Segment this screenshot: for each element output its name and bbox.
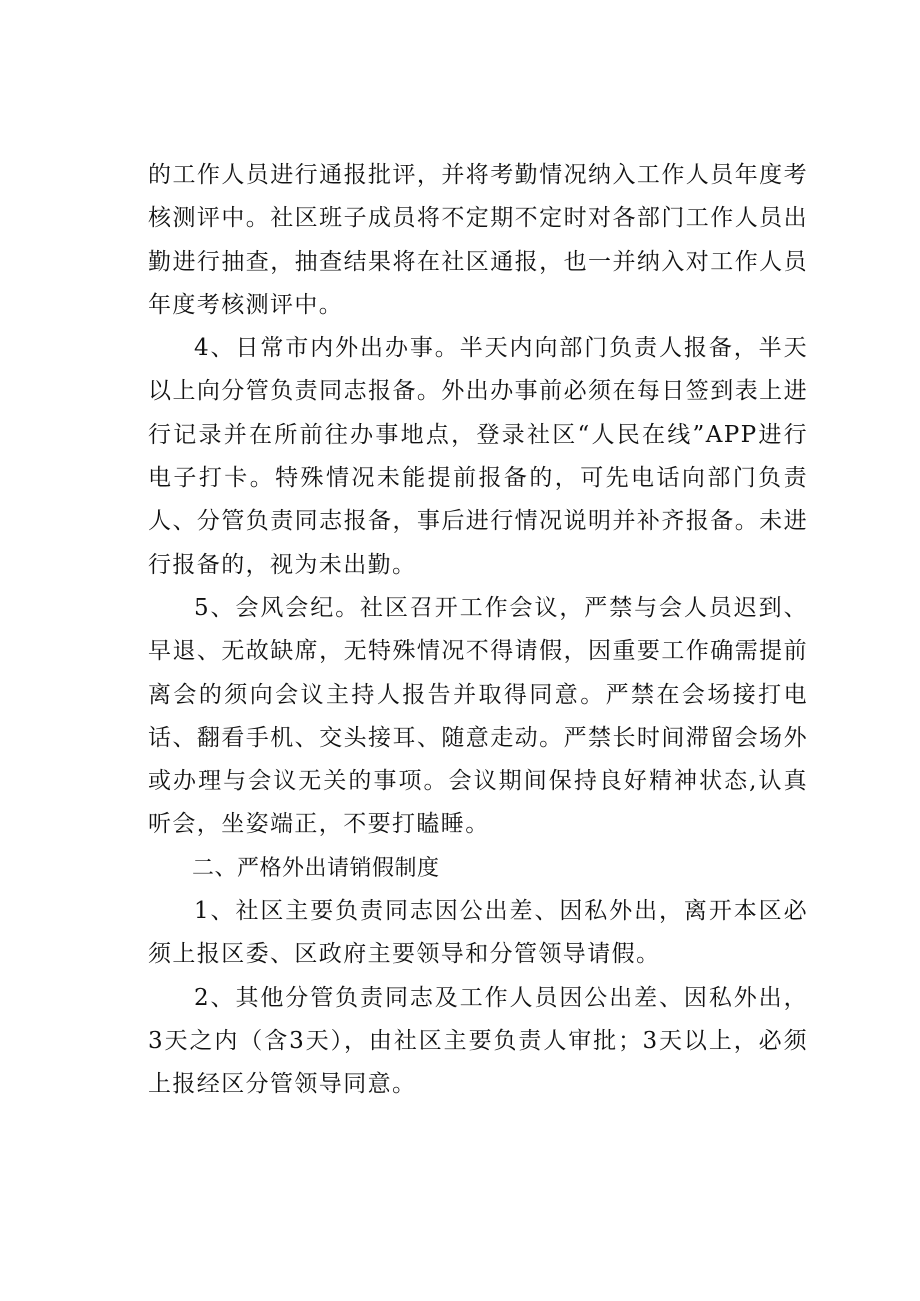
paragraph-item-5-meeting-discipline: 5、会风会纪。社区召开工作会议，严禁与会人员迟到、早退、无故缺席，无特殊情况不得请假，因重要工作确需提前离会的须向会议主持人报告并取得同意。严禁在会场接打电话、翻看手机、交头接耳、随意走动。严禁长时间滞留会场外或办理与会议无关的事项。会议期间保持良好精神状态,认真听会，坐姿端正，不要打瞌睡。 (148, 594, 808, 838)
paragraph-item-4-daily-outing: 4、日常市内外出办事。半天内向部门负责人报备，半天以上向分管负责同志报备。外出办事前必须在每日签到表上进行记录并在所前往办事地点，登录社区“人民在线”APP进行电子打卡。特殊情况未能提前报备的，可先电话向部门负责人、分管负责同志报备，事后进行情况说明并补齐报备。未进行报备的，视为未出勤。 (148, 335, 808, 578)
section-heading-leave-system: 二、严格外出请销假制度 (192, 855, 440, 881)
document-body (148, 154, 808, 1107)
paragraph-item-1-leader-leave: 1、社区主要负责同志因公出差、因私外出，离开本区必须上报区委、区政府主要领导和分管领导请假。 (148, 898, 808, 968)
paragraph-item-2-staff-leave: 2、其他分管负责同志及工作人员因公出差、因私外出，3天之内（含3天），由社区主要负责人审批；3天以上，必须上报经区分管领导同意。 (148, 984, 808, 1098)
paragraph-continuation: 的工作人员进行通报批评，并将考勤情况纳入工作人员年度考核测评中。社区班子成员将不定期不定时对各部门工作人员出勤进行抽查，抽查结果将在社区通报，也一并纳入对工作人员年度考核测评中。 (148, 162, 808, 318)
